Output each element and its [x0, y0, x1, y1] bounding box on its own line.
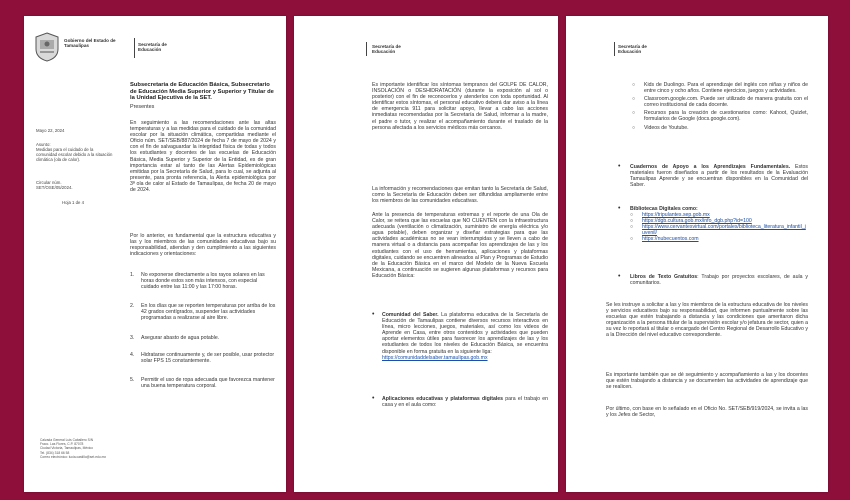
- header-divider: [134, 38, 135, 58]
- circular-label: Circular núm.: [36, 180, 62, 185]
- circle-bullet-icon: ○: [632, 96, 636, 103]
- document-page-3: [566, 16, 828, 492]
- bullet-title: Cuadernos de Apoyo a los Aprendizajes Fundamentales.: [630, 164, 791, 170]
- circular-number: SET/OSE/05/2024.: [36, 185, 73, 190]
- bullet-title: Libros de Texto Gratuitos: [630, 274, 698, 280]
- item-text: Asegurar abasto de agua potable.: [141, 335, 220, 341]
- addressees: Subsecretaria de Educación Básica, Subsecretario de Educación Media Superior y Superior y Titular de la Unidad Ejecutiva de la SET.: [130, 82, 274, 102]
- bullet-text: Estos materiales fueron diseñados a partir de los resultados de la Evaluación Tamaulipas Aprende y se encuentran disponibles en la Comunidad del Saber.: [630, 164, 808, 189]
- list-item: [130, 303, 276, 321]
- sub-item: [632, 110, 808, 122]
- list-item: [130, 352, 276, 364]
- bullet-title: Comunidad del Saber.: [382, 312, 439, 318]
- government-name: Gobierno del Estado de Tamaulipas: [64, 38, 116, 49]
- subject-text: Medidas para el cuidado de la comunidad escolar debido a la situación climática (ola de calor).: [36, 147, 113, 163]
- presentes: Presentes: [130, 104, 155, 110]
- dgb-cultura-link[interactable]: https://dgb.cultura.gob.mx/info_dgb.php?id=100: [642, 218, 752, 225]
- header-divider: [614, 42, 615, 56]
- footer-line: Correo electrónico: lucia.castillo@set.edu.mx: [40, 454, 107, 459]
- footer-line: Tel. (834) 318 66 58: [40, 450, 70, 455]
- circle-bullet-icon: ○: [632, 82, 636, 88]
- document-page-1: [24, 16, 286, 492]
- nubecuentos-link[interactable]: https://nubecuentos.com: [642, 236, 699, 243]
- footer-line: Calzada General Luis Caballero S/N: [40, 438, 94, 442]
- circle-bullet-icon: ○: [630, 218, 634, 225]
- date: Mayo 22, 2024: [36, 128, 65, 133]
- bullet-cuadernos: [618, 164, 808, 188]
- bullet-title: Aplicaciones educativas y plataformas digitales: [382, 396, 504, 402]
- item-text: Hidratarse continuamente y, de ser posible, usar protector solar FPS 15 constantemente.: [141, 352, 275, 365]
- item-number: 2.: [130, 303, 135, 309]
- bullet-icon: •: [372, 311, 375, 318]
- comunidad-del-saber-link[interactable]: https://comunidaddelsaber.tamaulipas.gob.mx: [382, 354, 488, 361]
- header-divider: [366, 42, 367, 56]
- paragraph-follow-up: Es importante también que se dé seguimiento y acompañamiento a las y los docentes que estén trabajando a distancia y se documenten las actividades de aprendizaje que se realicen.: [606, 372, 808, 391]
- bullet-title: Bibliotecas Digitales como:: [630, 206, 698, 212]
- bullet-libros-texto: [618, 274, 808, 286]
- item-text: No exponerse directamente a los rayos solares en las horas donde estos son más intensos, con especial cuidado entre las 11:00 y las 17:00 horas.: [141, 272, 265, 291]
- sub-item: [632, 96, 808, 108]
- circle-bullet-icon: ○: [630, 236, 634, 243]
- list-item: [130, 272, 276, 290]
- sub-item-text: Kids de Duolingo. Para el aprendizaje del inglés con niñas y niños de entre cinco y ocho años. Contiene ejercicios, juegos y actividades.: [644, 82, 808, 95]
- bullet-text: : Trabajo por proyectos escolares, de aula y comunitarios.: [630, 274, 808, 287]
- subject-label: Asunto:: [36, 142, 51, 147]
- bullet-text: La plataforma educativa de la Secretaría de Educación de Tamaulipas contiene diversos recursos interactivos en línea, micro lecciones, juegos, materiales, así como los videos de Aprende en Casa, entre otros contenidos y actividades que pueden aportar elementos útiles para favorecer los aprendizajes de las y los estudiantes de todos los niveles de Educación Básica, se encuentra disponible en forma gratuita en la siguiente liga:: [382, 312, 548, 355]
- paragraph-infrastructure: Ante la presencia de temperaturas extremas y el reporte de una Ola de Calor, se reitera que las escuelas que NO CUENTEN con la infraestructura adecuada (ventilación o climatización, suministro de energía eléctrica y/o agua potable), deben organizar y diseñar estrategias para que las actividades académicas no se vean interrumpidas y se lleven a cabo de manera virtual o a distancia para acompañar los aprendizajes de las y los estudiantes con el uso de herramientas, aplicaciones y plataformas digitales, cuidando se encuentren alineados al Plan y Programas de Estudio de la Educación Básica en el marco del Modelo de la Nueva Escuela Mexicana, a continuación se sugieren algunas plataformas y recursos para Educación Básica:: [372, 212, 548, 279]
- bullet-icon: •: [618, 205, 621, 212]
- circle-bullet-icon: ○: [632, 124, 636, 131]
- item-text: Permitir el uso de ropa adecuada que favorezca mantener una buena temperatura corporal.: [141, 377, 275, 390]
- department-name: Secretaría de Educación: [618, 44, 647, 55]
- item-number: 3.: [130, 335, 135, 341]
- department-name: Secretaría de Educación: [138, 42, 167, 53]
- bullet-text: para el trabajo en casa y en el aula como:: [382, 396, 548, 409]
- sub-item-text: Classroom.google.com. Puede ser utilizado de manera gratuita con el correo institucional de cada docente.: [644, 96, 808, 109]
- paragraph-report: Se les instruye a solicitar a las y los miembros de la estructura educativa de los niveles y servicios educativos bajo su responsabilidad, que informen puntualmente sobre las escuelas que estén trabajando a distancia y las condiciones que ameritaron dicha organización a la persona titular de la supervisión escolar y/o jefatura de sector, quien a su vez lo reportará al titular o encargado del Centro Regional de Desarrollo Educativo y a la Dirección del nivel educativo correspondiente.: [606, 302, 808, 339]
- department-name: Secretaría de Educación: [372, 44, 401, 55]
- paragraph-intro: En seguimiento a las recomendaciones ante las altas temperaturas y a las medidas para el cuidado de la comunidad escolar por la situación climática, compartidas mediante el Oficio núm. SET/SEB/887/2024 de fecha 7 de mayo de 2024 y con el fin de salvaguardar la integridad física de todas y todos los estudiantes y docentes de las escuelas de Educación Básica, Media Superior y Superior de la Entidad, es de gran importancia estar al tanto de las Alertas Epidemiológicas emitidas por la Secretaría de Salud, para lo cual, se adjunta al presente, para pronta referencia, la Alerta epidemiológica por 3ª ola de calor al Estado de Tamaulipas, de fecha 20 de mayo de 2024.: [130, 120, 276, 194]
- document-page-2: [294, 16, 558, 492]
- item-text: En los días que se reporten temperaturas por arriba de los 42 grados centígrados, suspender las actividades programadas a realizarse al aire libre.: [141, 303, 276, 322]
- bullet-comunidad-del-saber: [372, 312, 548, 361]
- bullet-icon: •: [372, 395, 375, 402]
- circle-bullet-icon: ○: [630, 224, 634, 231]
- item-number: 4.: [130, 352, 135, 358]
- bullet-bibliotecas: [618, 206, 808, 243]
- link-item: [630, 236, 808, 242]
- link-item: [630, 224, 808, 236]
- apps-sublist: [632, 82, 808, 131]
- paragraph-closing: Por último, con base en lo señalado en el Oficio No. SET/SEB/919/2024, se invita a las y los Jefes de Sector,: [606, 406, 808, 419]
- footer-address: [40, 438, 140, 459]
- tripulantes-link[interactable]: https://tripulantes.sep.gob.mx: [642, 212, 710, 219]
- circle-bullet-icon: ○: [632, 110, 636, 117]
- state-seal-icon: [34, 32, 60, 62]
- sub-item-text: Recursos para la creación de cuestionarios como: Kahoot, Quizlet, formularios de Google (docs.google.com).: [644, 110, 808, 123]
- item-number: 1.: [130, 272, 135, 278]
- sub-item: [632, 125, 808, 131]
- paragraph-recommendations: La información y recomendaciones que emitan tanto la Secretaría de Salud, como la Secretaría de Educación deben ser difundidas ampliamente entre los miembros de las comunidades educativas.: [372, 186, 548, 205]
- bullet-icon: •: [618, 163, 621, 170]
- list-item: [130, 377, 276, 389]
- circle-bullet-icon: ○: [630, 212, 634, 219]
- footer-line: Ciudad Victoria, Tamaulipas, México: [40, 446, 94, 451]
- bullet-icon: •: [618, 273, 621, 280]
- list-item: [130, 335, 276, 341]
- sub-item: [632, 82, 808, 94]
- paragraph-symptoms: Es importante identificar los síntomas tempranos del GOLPE DE CALOR, INSOLACIÓN o DESHIDRATACIÓN (durante la exposición al sol o posterior) con el fin de reconocerlos y atenderlos con toda oportunidad. Al identificar estos síntomas, el personal educativo deberá dar aviso a la línea de emergencia 911 para solicitar apoyo, llevar a cabo las acciones inmediatas recomendadas por la Secretaría de Salud, informar a la madre, el padre o tutor, y realizar el acompañamiento durante el traslado de la persona afectada a los servicios médicos más cercanos.: [372, 82, 548, 131]
- sub-item-text: Videos de Youtube.: [644, 124, 689, 131]
- paragraph-instructions: Por lo anterior, es fundamental que la estructura educativa y las y los miembros de las comunidades educativas bajo su responsabilidad, atiendan y den cumplimiento a las siguientes indicaciones y orientaciones:: [130, 233, 276, 258]
- bullet-aplicaciones: [372, 396, 548, 408]
- sheet-number: Hoja 1 de 4: [62, 200, 84, 205]
- footer-line: Fracc. Las Flores, C.P. 87078: [40, 442, 84, 447]
- cervantes-virtual-link[interactable]: https://www.cervantesvirtual.com/portales/biblioteca_literatura_infantil_juvenil/: [642, 224, 806, 237]
- item-number: 5.: [130, 377, 135, 383]
